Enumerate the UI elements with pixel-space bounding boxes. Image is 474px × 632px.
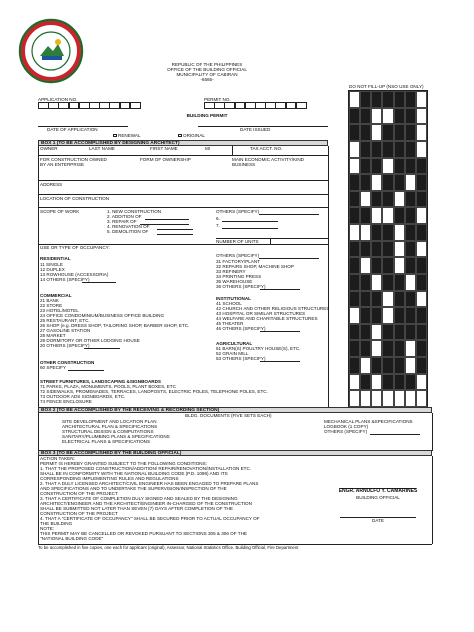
box3-title: BOX 3 (TO BE ACCOMPLISHED BY THE BUILDING OFFICIAL) (41, 451, 182, 456)
nso-grid-cell (349, 241, 360, 258)
inst-item-46: 46 OTHERS (SPECIFY) (216, 326, 266, 331)
nso-grid-cell (394, 174, 405, 191)
ind-item-33: 33 REFINERY (216, 269, 246, 274)
condition-line: CORRESPONDING IMPLEMENTING RULES AND REGULATIONS (40, 476, 179, 481)
nso-grid-cell (349, 291, 360, 308)
nso-grid-cell (360, 274, 371, 291)
com-item-22: 22 STORE (40, 303, 63, 308)
nso-grid-cell (349, 207, 360, 224)
for-construction-label-b: BY AN ENTERPRISE (40, 162, 85, 167)
nso-use-grid (348, 90, 428, 408)
com-item-28: 28 MARKET (40, 333, 66, 338)
com-item-29: 29 DORMITORY OR OTHER LODGING HOUSE (40, 338, 140, 343)
nso-grid-cell (349, 307, 360, 324)
nso-grid-cell (371, 274, 382, 291)
condition-line: THIS PERMIT MAY BE CANCELLED OR REVOKED PURSUANT TO SECTIONS 305 & 306 OF THE (40, 531, 247, 536)
nso-grid-cell (405, 274, 416, 291)
nso-grid-cell (360, 124, 371, 141)
nso-grid-cell (382, 224, 393, 241)
nso-grid-cell (371, 174, 382, 191)
nso-grid-cell (382, 174, 393, 191)
nso-grid-cell (360, 108, 371, 125)
nso-grid-cell (360, 257, 371, 274)
condition-line: ARCHITECT/ENGINEER AND THE ARCHITECT/ENGINEER IN-CHARGED OF THE CONSTRUCTION (40, 501, 252, 506)
doc-logbook: LOGBOOK (1 COPY) (324, 424, 369, 429)
nso-grid-cell (349, 324, 360, 341)
signature-date-label: DATE (372, 518, 384, 523)
scope-item-1: 1. NEW CONSTRUCTION (107, 209, 162, 214)
nso-grid-cell (382, 158, 393, 175)
nso-grid-cell (416, 357, 427, 374)
nso-grid-cell (405, 241, 416, 258)
nso-grid-cell (382, 324, 393, 341)
res-item-13: 13 ROWHOUSE (ACCESSORIA) (40, 272, 109, 277)
nso-grid-cell (405, 390, 416, 407)
nso-grid-cell (416, 374, 427, 391)
scope-item-4: 4. RENOVATION OF (107, 224, 150, 229)
header-office: OFFICE OF THE BUILDING OFFICIAL (167, 67, 247, 72)
digit-box[interactable] (48, 102, 59, 109)
location-label: LOCATION OF CONSTRUCTION (40, 196, 110, 201)
com-item-24: 24 OFFICE CONDOMINIUM/BUSINESS OFFICE BUILDING (40, 313, 165, 318)
digit-box[interactable] (296, 102, 307, 109)
nso-grid-cell (405, 357, 416, 374)
nso-grid-cell (360, 224, 371, 241)
nso-grid-cell (405, 141, 416, 158)
doc-structural: STRUCTURAL DESIGN & COMPUTATIONS (62, 429, 154, 434)
box3-header (38, 450, 432, 456)
header-code: -6565- (200, 77, 214, 82)
date-application-label: DATE OF APPLICATION (47, 127, 98, 132)
inst-item-41: 41 SCHOOL (216, 301, 242, 306)
footer-note: To be accomplished in five copies, one each for applicant (original), Assessor, National Statistics Office, Building Official, Fire Department (38, 545, 299, 550)
institutional-label: INSTITUTIONAL (216, 296, 251, 301)
nso-grid-cell (349, 274, 360, 291)
ind-item-32: 32 REPAIRS SHOP, MACHINE SHOP (216, 264, 294, 269)
nso-grid-cell (416, 207, 427, 224)
nso-grid-cell (360, 390, 371, 407)
com-item-23: 23 HOTEL/MOTEL (40, 308, 79, 313)
nso-grid-cell (360, 291, 371, 308)
doc-architectural: ARCHITECTURAL PLAN & SPECIFICATIONS (62, 424, 158, 429)
nso-grid-cell (405, 324, 416, 341)
digit-box[interactable] (120, 102, 131, 109)
address-label: ADDRESS (40, 182, 63, 187)
condition-line: 1. THAT THE PROPOSED CONSTRUCTION/ADDITION/ REPAIR/RENOVATION/INSTALLATION ETC. (40, 466, 252, 471)
nso-grid-cell (416, 307, 427, 324)
nso-grid-cell (405, 174, 416, 191)
nso-grid-cell (371, 124, 382, 141)
nso-grid-cell (405, 191, 416, 208)
nso-grid-cell (394, 124, 405, 141)
digit-box[interactable] (79, 102, 90, 109)
nso-grid-cell (382, 291, 393, 308)
nso-grid-cell (405, 307, 416, 324)
official-title: BUILDING OFFICIAL (356, 495, 400, 500)
box1-title: BOX 1 (TO BE ACCOMPLISHED BY DESIGNING ARCHITECT) (41, 141, 180, 146)
com-item-26: 26 SHOP (e.g. DRESS SHOP, TAILORING SHOP, BARBER SHOP, ETC. (40, 323, 190, 328)
condition-line: NOTE: (40, 526, 55, 531)
condition-line: 2. THAT A DULY LICENSED ARCHITECT/CIVIL ENGINEER HAS BEEN ENGAGED TO PREPARE PLANS (40, 481, 259, 486)
nso-grid-cell (360, 357, 371, 374)
nso-grid-cell (371, 207, 382, 224)
nso-grid-cell (349, 158, 360, 175)
nso-grid-cell (360, 340, 371, 357)
date-issued-label: DATE ISSUED (240, 127, 271, 132)
condition-line: 3. THAT A CERTIFICATE OF COMPLETION DULY SIGNED AND SEALED BY THE DESIGNING (40, 496, 238, 501)
condition-line: PERMIT IS HEREBY GRANTED SUBJECT TO THE FOLLOWING CONDITIONS: (40, 461, 207, 466)
nso-grid-cell (416, 257, 427, 274)
agr-item-51: 51 BARN(S) POULTRY HOUSE(S), ETC. (216, 346, 301, 351)
digit-box[interactable] (58, 102, 69, 109)
nso-grid-cell (416, 191, 427, 208)
box2-title: BOX 2 (TO BE ACCOMPLISHED BY THE RECEIVING & RECORDING SECTION) (41, 408, 220, 413)
street-item-71: 71 PARKS, PLAZA, MONUMENTS, POOLS, PLANT BOXES, ETC (40, 384, 176, 389)
nso-grid-cell (371, 91, 382, 108)
nso-grid-cell (394, 324, 405, 341)
nso-grid-cell (371, 324, 382, 341)
digit-box[interactable] (214, 102, 225, 109)
condition-line: SHALL BE IN CONFORMITY WITH THE NATIONAL BUILDING CODE (P.D. 1096) AND ITS (40, 471, 228, 476)
renewal-checkbox[interactable] (113, 134, 117, 137)
nso-grid-cell (349, 257, 360, 274)
digit-box[interactable] (109, 102, 120, 109)
nso-grid-cell (371, 307, 382, 324)
owner-label: OWNER (40, 146, 58, 151)
scope-item-2: 2. ADDITION OF (107, 214, 142, 219)
nso-grid-cell (360, 324, 371, 341)
nso-grid-cell (360, 191, 371, 208)
nso-grid-cell (371, 357, 382, 374)
nso-grid-cell (349, 191, 360, 208)
nso-grid-cell (382, 91, 393, 108)
nso-grid-cell (371, 241, 382, 258)
nso-grid-cell (394, 91, 405, 108)
scope-item-7: 7. (216, 223, 220, 228)
nso-grid-cell (360, 307, 371, 324)
nso-grid-cell (382, 241, 393, 258)
com-item-27: 27 GASOLINE STATION (40, 328, 91, 333)
res-item-11: 11 SINGLE (40, 262, 63, 267)
nso-grid-cell (416, 158, 427, 175)
res-item-14: 14 OTHERS (SPECIFY) (40, 277, 90, 282)
original-label: ORIGINAL (183, 133, 205, 138)
nso-grid-cell (371, 141, 382, 158)
com-item-25: 25 RESTAURANT, ETC. (40, 318, 90, 323)
nso-grid-cell (382, 374, 393, 391)
condition-line: SHALL BE SUBMITTED NOT LATER THAN SEVEN (7) DAYS AFTER COMPLETION OF THE (40, 506, 233, 511)
digit-box[interactable] (38, 102, 49, 109)
street-item-73: 73 OUTDOOR ADS SIGNBOARDS, ETC. (40, 394, 126, 399)
nso-grid-cell (349, 224, 360, 241)
condition-line: AND SPECIFICATIONS AND TO UNDERTAKE THE SUPERVISION/INSPECTION OF THE (40, 486, 227, 491)
digit-box[interactable] (69, 102, 80, 109)
nso-grid-cell (382, 141, 393, 158)
header-municipality: MUNICIPALITY OF CABIRAN (176, 72, 238, 77)
nso-grid-cell (405, 158, 416, 175)
use-occupancy-label: USE OR TYPE OF OCCUPANCY: (40, 245, 110, 250)
tax-acct-label: TAX ACCT. NO. (250, 146, 283, 151)
ind-item-31: 31 FACTORY/PLANT (216, 259, 260, 264)
nso-grid-cell (382, 274, 393, 291)
nso-grid-cell (394, 357, 405, 374)
for-construction-label-a: FOR CONSTRUCTION OWNED (40, 157, 107, 162)
box1-header (38, 140, 328, 146)
com-item-20: 20 OTHERS (SPECIFY) (40, 343, 90, 348)
nso-grid-cell (405, 257, 416, 274)
nso-grid-cell (371, 390, 382, 407)
nso-grid-cell (349, 374, 360, 391)
nso-grid-cell (371, 224, 382, 241)
nso-grid-cell (382, 108, 393, 125)
scope-others-label: OTHERS (SPECIFY) (216, 209, 260, 214)
nso-grid-cell (382, 124, 393, 141)
nso-grid-cell (394, 274, 405, 291)
nso-grid-cell (360, 91, 371, 108)
ind-item-34: 34 PRINTING PRESS (216, 274, 262, 279)
residential-label: RESIDENTIAL (40, 256, 71, 261)
nso-grid-cell (349, 124, 360, 141)
nso-grid-cell (416, 340, 427, 357)
nso-grid-cell (394, 390, 405, 407)
nso-grid-cell (416, 324, 427, 341)
ind-item-36: 36 OTHERS (SPECIFY) (216, 284, 266, 289)
commercial-label: COMMERCIAL (40, 293, 72, 298)
condition-line: 4. THAT A "CERTIFICATE OF OCCUPANCY" SHALL BE SECURED PRIOR TO ACTUAL OCCUPANCY OF (40, 516, 260, 521)
nso-grid-cell (394, 224, 405, 241)
nso-grid-cell (405, 224, 416, 241)
nso-grid-cell (360, 374, 371, 391)
nso-grid-cell (405, 91, 416, 108)
nso-use-label: DO NOT FILL-UP (NSO USE ONLY) (349, 84, 424, 89)
permit-no-label: PERMIT NO. (204, 97, 231, 102)
digit-box[interactable] (286, 102, 297, 109)
digit-box[interactable] (275, 102, 286, 109)
nso-grid-cell (394, 191, 405, 208)
nso-grid-cell (416, 124, 427, 141)
nso-grid-cell (371, 108, 382, 125)
digit-box[interactable] (204, 102, 215, 109)
digit-box[interactable] (245, 102, 256, 109)
street-item-72: 72 SIDEWALKS, PROMENADES, TERRACES, LANDPOSTS, ELECTRIC POLES, TELEPHONE POLES, ETC. (40, 389, 268, 394)
digit-box[interactable] (235, 102, 246, 109)
nso-grid-cell (349, 141, 360, 158)
nso-grid-cell (394, 158, 405, 175)
last-name-label: LAST NAME (89, 146, 115, 151)
nso-grid-cell (382, 257, 393, 274)
ind-item-35: 35 WAREHOUSE (216, 279, 253, 284)
nso-grid-cell (371, 191, 382, 208)
nso-grid-cell (382, 191, 393, 208)
nso-grid-cell (349, 108, 360, 125)
nso-grid-cell (371, 374, 382, 391)
nso-grid-cell (382, 357, 393, 374)
nso-grid-cell (394, 340, 405, 357)
nso-grid-cell (382, 307, 393, 324)
agricultural-label: AGRICULTURAL (216, 341, 253, 346)
agr-item-53: 53 OTHERS (SPECIFY) (216, 356, 266, 361)
original-checkbox[interactable] (178, 134, 182, 137)
nso-grid-cell (349, 91, 360, 108)
nso-grid-cell (349, 390, 360, 407)
nso-grid-cell (416, 241, 427, 258)
scope-item-3: 3. REPAIR OF (107, 219, 137, 224)
nso-grid-cell (371, 291, 382, 308)
nso-grid-cell (360, 174, 371, 191)
nso-grid-cell (405, 374, 416, 391)
inst-item-42: 42 CHURCH AND OTHER RELIGIOUS STRUCTURES (216, 306, 330, 311)
street-furniture-label: STREET FURNITURES, LANDSCAPING &SIGNBOARDS (40, 379, 161, 384)
nso-grid-cell (394, 257, 405, 274)
form-ownership-label: FORM OF OWNERSHIP (140, 157, 191, 162)
nso-grid-cell (405, 124, 416, 141)
doc-site-plan: SITE DEVELOPMENT AND LOCATION PLAN (62, 419, 157, 424)
street-item-74: 74 FENCE ENCLOSURE (40, 399, 92, 404)
nso-grid-cell (371, 257, 382, 274)
agr-item-52: 52 GRAIN MILL (216, 351, 249, 356)
nso-grid-cell (416, 91, 427, 108)
first-name-label: FIRST NAME (150, 146, 178, 151)
nso-grid-cell (416, 174, 427, 191)
digit-box[interactable] (265, 102, 276, 109)
nso-grid-cell (382, 390, 393, 407)
other-construction-label: OTHER CONSTRUCTION (40, 360, 95, 365)
nso-grid-cell (405, 207, 416, 224)
inst-item-43: 43 HOSPITAL OR SIMILAR STRUCTURES (216, 311, 306, 316)
nso-grid-cell (371, 340, 382, 357)
main-activity-label-b: BUSINESS (232, 162, 256, 167)
inst-item-45: 45 THEATER (216, 321, 244, 326)
doc-others: OTHERS (SPECIFY) (324, 429, 368, 434)
main-activity-label-a: MAIN ECONOMIC ACTIVITY/KIND (232, 157, 304, 162)
nso-grid-cell (416, 141, 427, 158)
nso-grid-cell (349, 174, 360, 191)
nso-grid-cell (405, 291, 416, 308)
nso-grid-cell (349, 357, 360, 374)
nso-grid-cell (382, 207, 393, 224)
nso-grid-cell (416, 390, 427, 407)
nso-grid-cell (405, 108, 416, 125)
nso-grid-cell (360, 207, 371, 224)
scope-item-5: 5. DEMOLITION OF (107, 229, 149, 234)
industrial-others-label: OTHERS (SPECIFY) (216, 253, 260, 258)
application-no-label: APPLICATION NO. (38, 97, 78, 102)
condition-line: THE BUILDING (40, 521, 73, 526)
municipal-seal-logo (18, 18, 84, 84)
digit-box[interactable] (255, 102, 266, 109)
inst-item-44: 44 WELFARE AND CHARITABLE STRUCTURES (216, 316, 318, 321)
nso-grid-cell (394, 307, 405, 324)
units-label: NUMBER OF UNITS (216, 239, 259, 244)
digit-box[interactable] (130, 102, 141, 109)
nso-grid-cell (394, 291, 405, 308)
scope-item-6: 6. (216, 216, 220, 221)
com-item-21: 21 BANK (40, 298, 59, 303)
nso-grid-cell (394, 241, 405, 258)
nso-grid-cell (416, 224, 427, 241)
condition-line: CONSTRUCTION OF THE PROJECT (40, 511, 118, 516)
nso-grid-cell (371, 158, 382, 175)
doc-mechanical: MECHANICAL PLANS &SPECIFICATIONS (324, 419, 413, 424)
nso-grid-cell (382, 340, 393, 357)
official-name: ENGR. ARNULFO Y. CAMARINES (338, 488, 418, 494)
nso-grid-cell (405, 340, 416, 357)
doc-electrical: ELECTRICAL PLANS & SPECIFICATIONS (62, 439, 151, 444)
res-item-12: 12 DUPLEX (40, 267, 65, 272)
action-taken-label: ACTION TAKEN: (40, 456, 75, 461)
digit-box[interactable] (224, 102, 235, 109)
nso-grid-cell (349, 340, 360, 357)
form-title: BUILDING PERMIT (186, 113, 228, 118)
renewal-label: RENEWAL (118, 133, 141, 138)
doc-sanitary: SANITARY/PLUMBING PLANS & SPECIFICATIONS (62, 434, 170, 439)
nso-grid-cell (416, 108, 427, 125)
nso-grid-cell (416, 274, 427, 291)
other-construction-60: 60 SPECIFY (40, 365, 67, 370)
nso-grid-cell (360, 241, 371, 258)
scope-label: SCOPE OF WORK (40, 209, 80, 214)
bldg-documents-label: BLDG. DOCUMENTS (FIVE SETS EACH) (185, 413, 272, 418)
nso-grid-cell (394, 207, 405, 224)
digit-box[interactable] (99, 102, 110, 109)
digit-box[interactable] (89, 102, 100, 109)
nso-grid-cell (360, 141, 371, 158)
mi-label: MI (205, 146, 211, 151)
nso-grid-cell (394, 108, 405, 125)
header-republic: REPUBLIC OF THE PHILIPPINES (171, 62, 243, 67)
condition-line: "NATIONAL BUILDING CODE" (40, 536, 104, 541)
nso-grid-cell (360, 158, 371, 175)
condition-line: CONSTRUCTION OF THE PROJECT (40, 491, 118, 496)
nso-grid-cell (416, 291, 427, 308)
nso-grid-cell (394, 374, 405, 391)
nso-grid-cell (394, 141, 405, 158)
